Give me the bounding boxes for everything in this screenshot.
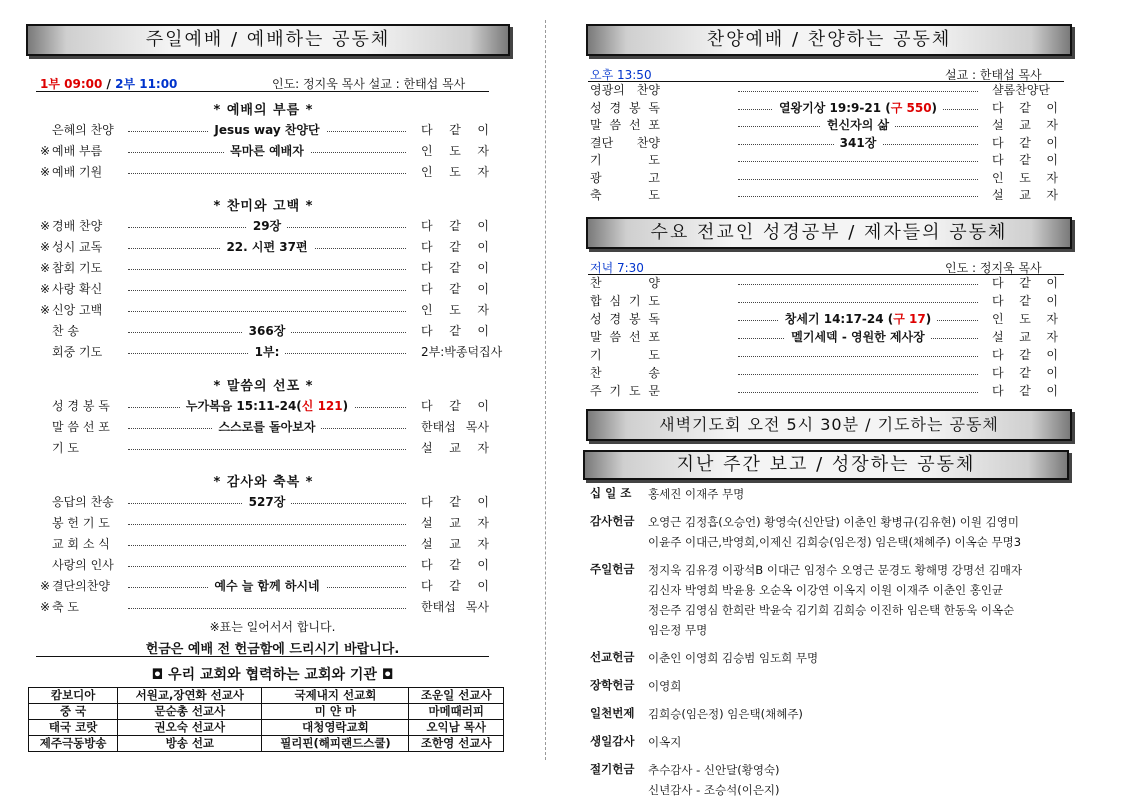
row-content-text: 366장 [243,324,292,338]
row-label: 봉 헌 기 도 [52,516,110,530]
leader-dots [738,381,978,393]
row-responsible: 다 같 이 [992,276,1058,290]
wednesday-time: 저녁 7:30 [590,261,644,275]
leader-dots [128,513,406,525]
wednesday-leader: 인도 : 정지욱 목사 [945,261,1042,275]
stand-mark: ※ [40,240,51,254]
row-content [128,321,406,341]
partner-row [29,736,504,752]
report-item [590,484,1070,504]
partner-cell: 문순총 선교사 [118,704,262,720]
report-key: 십 일 조 [590,486,632,500]
service-leaders: 인도: 정지욱 목사 설교 : 한태섭 목사 [272,77,466,91]
row-content-text: 목마른 예배자 [224,144,310,158]
row-content-text: 341장 [834,136,883,150]
row-label: 경배 찬양 [52,219,103,233]
service-row [36,162,491,182]
row-responsible: 설 교 자 [992,118,1058,132]
row-responsible: 설 교 자 [421,537,489,551]
row-content-text: 29장 [247,219,287,233]
report-key: 감사헌금 [590,514,635,528]
scripture-ref: 구 550 [890,100,932,115]
leader-dots [128,162,406,174]
row-content [128,417,406,437]
row-label: 찬 송 [590,366,660,380]
leader-dots [128,555,406,567]
stand-mark: ※ [40,600,51,614]
partner-cell: 조운일 선교사 [409,688,504,704]
leader-dots [128,438,406,450]
row-content-text: Jesus way 찬양단 [208,123,325,137]
report-value [648,484,1068,504]
row-label: 예배 기원 [52,165,103,179]
row-label: 기 도 [52,441,79,455]
standing-note: ※표는 일어서서 합니다. [209,620,336,634]
leader-dots [128,300,406,312]
service-row [36,438,491,458]
row-label: 기 도 [590,153,660,167]
service-times [40,75,177,92]
row-responsible: 인 도 자 [992,170,1058,185]
service-row [36,534,491,554]
report-line: 이윤주 이대근,박영희,이제신 김희승(임은정) 임은택(채혜주) 이옥순 무명3 [648,535,1022,549]
row-responsible: 다 같 이 [421,123,489,137]
service-row [588,273,1064,293]
partner-cell: 방송 선교 [118,736,262,752]
report-item [590,560,1070,640]
row-label: 합 심 기 도 [590,294,660,308]
row-responsible: 설 교 자 [421,441,489,455]
row-content [128,120,406,140]
row-responsible: 인 도 자 [992,312,1058,326]
row-responsible: 한태섭 목사 [421,420,489,434]
stand-mark: ※ [40,165,51,179]
service-row [36,342,503,362]
row-responsible: 다 같 이 [421,399,489,413]
service-row [36,597,491,617]
partner-cell: 오익남 목사 [409,720,504,736]
partner-cell: 국제내지 선교회 [262,688,409,704]
row-content-text: 스스로를 돌아보자 [213,420,322,434]
leader-dots [738,363,978,375]
row-label: 결단의찬양 [52,579,110,593]
scripture-ref: 신 121 [301,399,343,413]
leader-dots [738,168,978,180]
row-content-text: 창세기 14:17-24 (구 17) [779,312,937,326]
partner-cell: 캄보디아 [29,688,118,704]
row-label: 성 경 봉 독 [590,100,660,115]
row-content [128,141,406,161]
row-responsible: 다 같 이 [421,579,489,593]
report-value [648,760,1068,800]
report-key: 장학헌금 [590,678,635,692]
row-content-text: 22. 시편 37편 [220,240,313,254]
row-content [128,492,406,512]
row-label: 성시 교독 [52,240,103,254]
row-content [128,216,406,236]
partners-title: ◘ 우리 교회와 협력하는 교회와 기관 ◘ [151,667,394,683]
report-line: 추수감사 - 신안달(황영숙) [648,763,780,777]
partner-cell: 태국 코랏 [29,720,118,736]
partner-cell: 미 얀 마 [262,704,409,720]
report-item [590,676,1070,696]
row-label: 성 경 봉 독 [590,312,660,326]
leader-dots [128,534,406,546]
row-label: 축 도 [52,600,79,614]
praise-worship-banner: 찬양예배 / 찬양하는 공동체 [586,24,1072,56]
service-row [588,381,1064,401]
stand-mark: ※ [40,261,51,275]
row-responsible: 다 같 이 [421,282,489,296]
service-row [588,363,1064,383]
report-value [648,704,1068,724]
service-row [588,309,1064,329]
wednesday-study-banner: 수요 전교인 성경공부 / 제자들의 공동체 [586,217,1072,249]
report-line: 김희승(임은정) 임은택(채혜주) [648,707,803,721]
scripture-ref: 구 17 [893,312,926,326]
row-responsible: 다 같 이 [992,100,1058,115]
partner-cell: 중 국 [29,704,118,720]
header-rule [36,91,489,92]
report-value [648,732,1068,752]
row-responsible: 한태섭 목사 [421,600,489,614]
row-label: 참회 기도 [52,261,103,275]
page-divider [545,20,546,760]
offering-note: 헌금은 예배 전 헌금함에 드리시기 바랍니다. [145,642,400,657]
leader-dots [738,273,978,285]
praise-time: 오후 13:50 [590,68,652,82]
row-content-text: 헌신자의 삶 [821,118,895,132]
praise-preacher: 설교 : 한태섭 목사 [945,68,1042,82]
section-title: * 찬미와 고백 * [213,199,314,214]
time-separator: / [106,77,111,91]
row-label: 회중 기도 [52,345,103,359]
row-label: 예배 부름 [52,144,103,158]
service-row [36,279,491,299]
row-label: 영광의 찬양 [590,83,660,97]
row-label: 교 회 소 식 [52,537,110,551]
stand-mark: ※ [40,144,51,158]
service-row [36,396,491,416]
service-row [36,237,491,257]
row-responsible: 샬롬찬양단 [992,83,1050,97]
service-row [588,291,1064,311]
row-responsible: 다 같 이 [992,153,1058,167]
row-content-text: 527장 [243,495,292,509]
row-content-text: 예수 늘 함께 하시네 [208,579,325,593]
row-content [128,342,406,362]
partner-row [29,688,504,704]
partner-cell: 권오숙 선교사 [118,720,262,736]
row-responsible: 설 교 자 [421,516,489,530]
stand-mark: ※ [40,579,51,593]
row-responsible: 다 같 이 [992,348,1058,362]
report-key: 선교헌금 [590,650,635,664]
row-label: 말 씀 선 포 [590,118,660,132]
row-responsible: 다 같 이 [992,294,1058,308]
report-item [590,704,1070,724]
service-row [36,417,491,437]
partner-cell: 제주극동방송 [29,736,118,752]
report-key: 주일헌금 [590,562,635,576]
sunday-worship-banner: 주일예배 / 예배하는 공동체 [26,24,510,56]
partner-cell: 필리핀(해피랜드스쿨) [262,736,409,752]
row-content-text: 멜기세덱 - 영원한 제사장 [785,330,930,344]
report-item [590,732,1070,752]
report-key: 생일감사 [590,734,635,748]
row-label: 은혜의 찬양 [52,123,114,137]
report-line: 홍세진 이재주 무명 [648,487,745,501]
first-service-time: 1부 09:00 [40,77,103,91]
dawn-prayer-banner: 새벽기도회 오전 5시 30분 / 기도하는 공동체 [586,409,1072,441]
service-row [36,216,491,236]
report-line: 임은정 무명 [648,623,708,637]
stand-mark: ※ [40,303,51,317]
stand-mark: ※ [40,219,51,233]
leader-dots [128,597,406,609]
row-label: 신앙 고백 [52,303,103,317]
row-label: 찬 양 [590,276,660,290]
service-row [36,141,491,161]
service-row [588,185,1064,205]
row-content [128,237,406,257]
section-title: * 예배의 부름 * [213,103,314,118]
row-responsible: 다 같 이 [421,495,489,509]
row-responsible: 다 같 이 [992,366,1058,380]
report-line: 김신자 박영희 박윤용 오순옥 이강연 이옥지 이원 이재주 이춘인 홍인균 [648,583,1004,597]
row-label: 주 기 도 문 [590,384,660,398]
report-value [648,512,1068,552]
leader-dots [128,258,406,270]
report-line: 이영희 [648,679,682,693]
leader-dots [738,291,978,303]
report-item [590,648,1070,668]
report-line: 정지욱 김유경 이광석B 이대근 임정수 오영근 문경도 황해명 강명선 김매자 [648,563,1023,577]
row-label: 기 도 [590,348,660,362]
row-responsible: 다 같 이 [421,240,489,254]
service-row [36,492,491,512]
row-responsible: 다 같 이 [421,261,489,275]
offering-note-rule [36,656,489,657]
report-value [648,648,1068,668]
row-responsible: 다 같 이 [992,135,1058,150]
report-value [648,676,1068,696]
partner-cell: 대청영락교회 [262,720,409,736]
row-responsible: 2부:박종덕집사 [421,345,503,359]
service-row [36,576,491,596]
leader-dots [738,80,978,92]
leader-dots [738,150,978,162]
row-responsible: 다 같 이 [992,384,1058,398]
section-title: * 말씀의 선포 * [213,379,314,394]
leader-dots [128,279,406,291]
row-label: 결단 찬양 [590,135,660,150]
report-item [590,760,1070,800]
row-responsible: 설 교 자 [992,330,1058,344]
service-row [588,327,1064,347]
row-label: 말 씀 선 포 [52,420,110,434]
row-responsible: 인 도 자 [421,165,489,179]
leader-dots [738,345,978,357]
stand-mark: ※ [40,282,51,296]
second-service-time: 2부 11:00 [115,77,178,91]
row-content-text: 누가복음 15:11-24(신 121) [180,399,354,413]
report-key: 일천번제 [590,706,635,720]
service-row [36,321,491,341]
partner-cell: 서원교,장연화 선교사 [118,688,262,704]
partner-row [29,720,504,736]
row-content [128,396,406,416]
row-responsible: 설 교 자 [992,188,1058,202]
partners-table [28,687,504,752]
service-row [36,513,491,533]
row-label: 말 씀 선 포 [590,330,660,344]
row-content [698,327,1018,347]
service-row [36,120,491,140]
report-line: 이옥지 [648,735,682,749]
row-responsible: 인 도 자 [421,303,489,317]
row-responsible: 다 같 이 [421,219,489,233]
row-label: 성 경 봉 독 [52,399,110,413]
report-line: 오영근 김정흡(오승언) 황영숙(신안달) 이춘인 황병규(김유현) 이원 김영미 [648,515,1020,529]
weekly-report-banner: 지난 주간 보고 / 성장하는 공동체 [583,450,1069,480]
report-value [648,560,1068,640]
row-content [128,576,406,596]
row-content [698,309,1018,329]
row-label: 사랑 확신 [52,282,103,296]
partner-cell: 마메때러피 [409,704,504,720]
report-line: 신년감사 - 조승석(이은지) [648,783,780,797]
row-responsible: 다 같 이 [421,324,489,338]
row-label: 응답의 찬송 [52,495,114,509]
partner-cell: 조한영 선교사 [409,736,504,752]
service-row [36,555,491,575]
row-responsible: 인 도 자 [421,144,489,158]
report-key: 절기헌금 [590,762,635,776]
report-item [590,512,1070,552]
row-responsible: 다 같 이 [421,558,489,572]
report-line: 이춘인 이영희 김승범 임도희 무명 [648,651,819,665]
report-line: 정은주 김영심 한희란 박윤숙 김기희 김희승 이진하 임은택 한동욱 이옥순 [648,603,1015,617]
row-label: 광 고 [590,170,660,185]
service-row [36,258,491,278]
row-label: 사랑의 인사 [52,558,114,572]
section-title: * 감사와 축복 * [213,475,314,490]
service-row [36,300,491,320]
partner-row [29,704,504,720]
leader-dots [738,185,978,197]
row-content-text: 1부: [249,345,286,359]
service-row [588,345,1064,365]
row-label: 축 도 [590,188,660,202]
row-content-text: 열왕기상 19:9-21 (구 550) [773,101,943,115]
row-label: 찬 송 [52,324,79,338]
